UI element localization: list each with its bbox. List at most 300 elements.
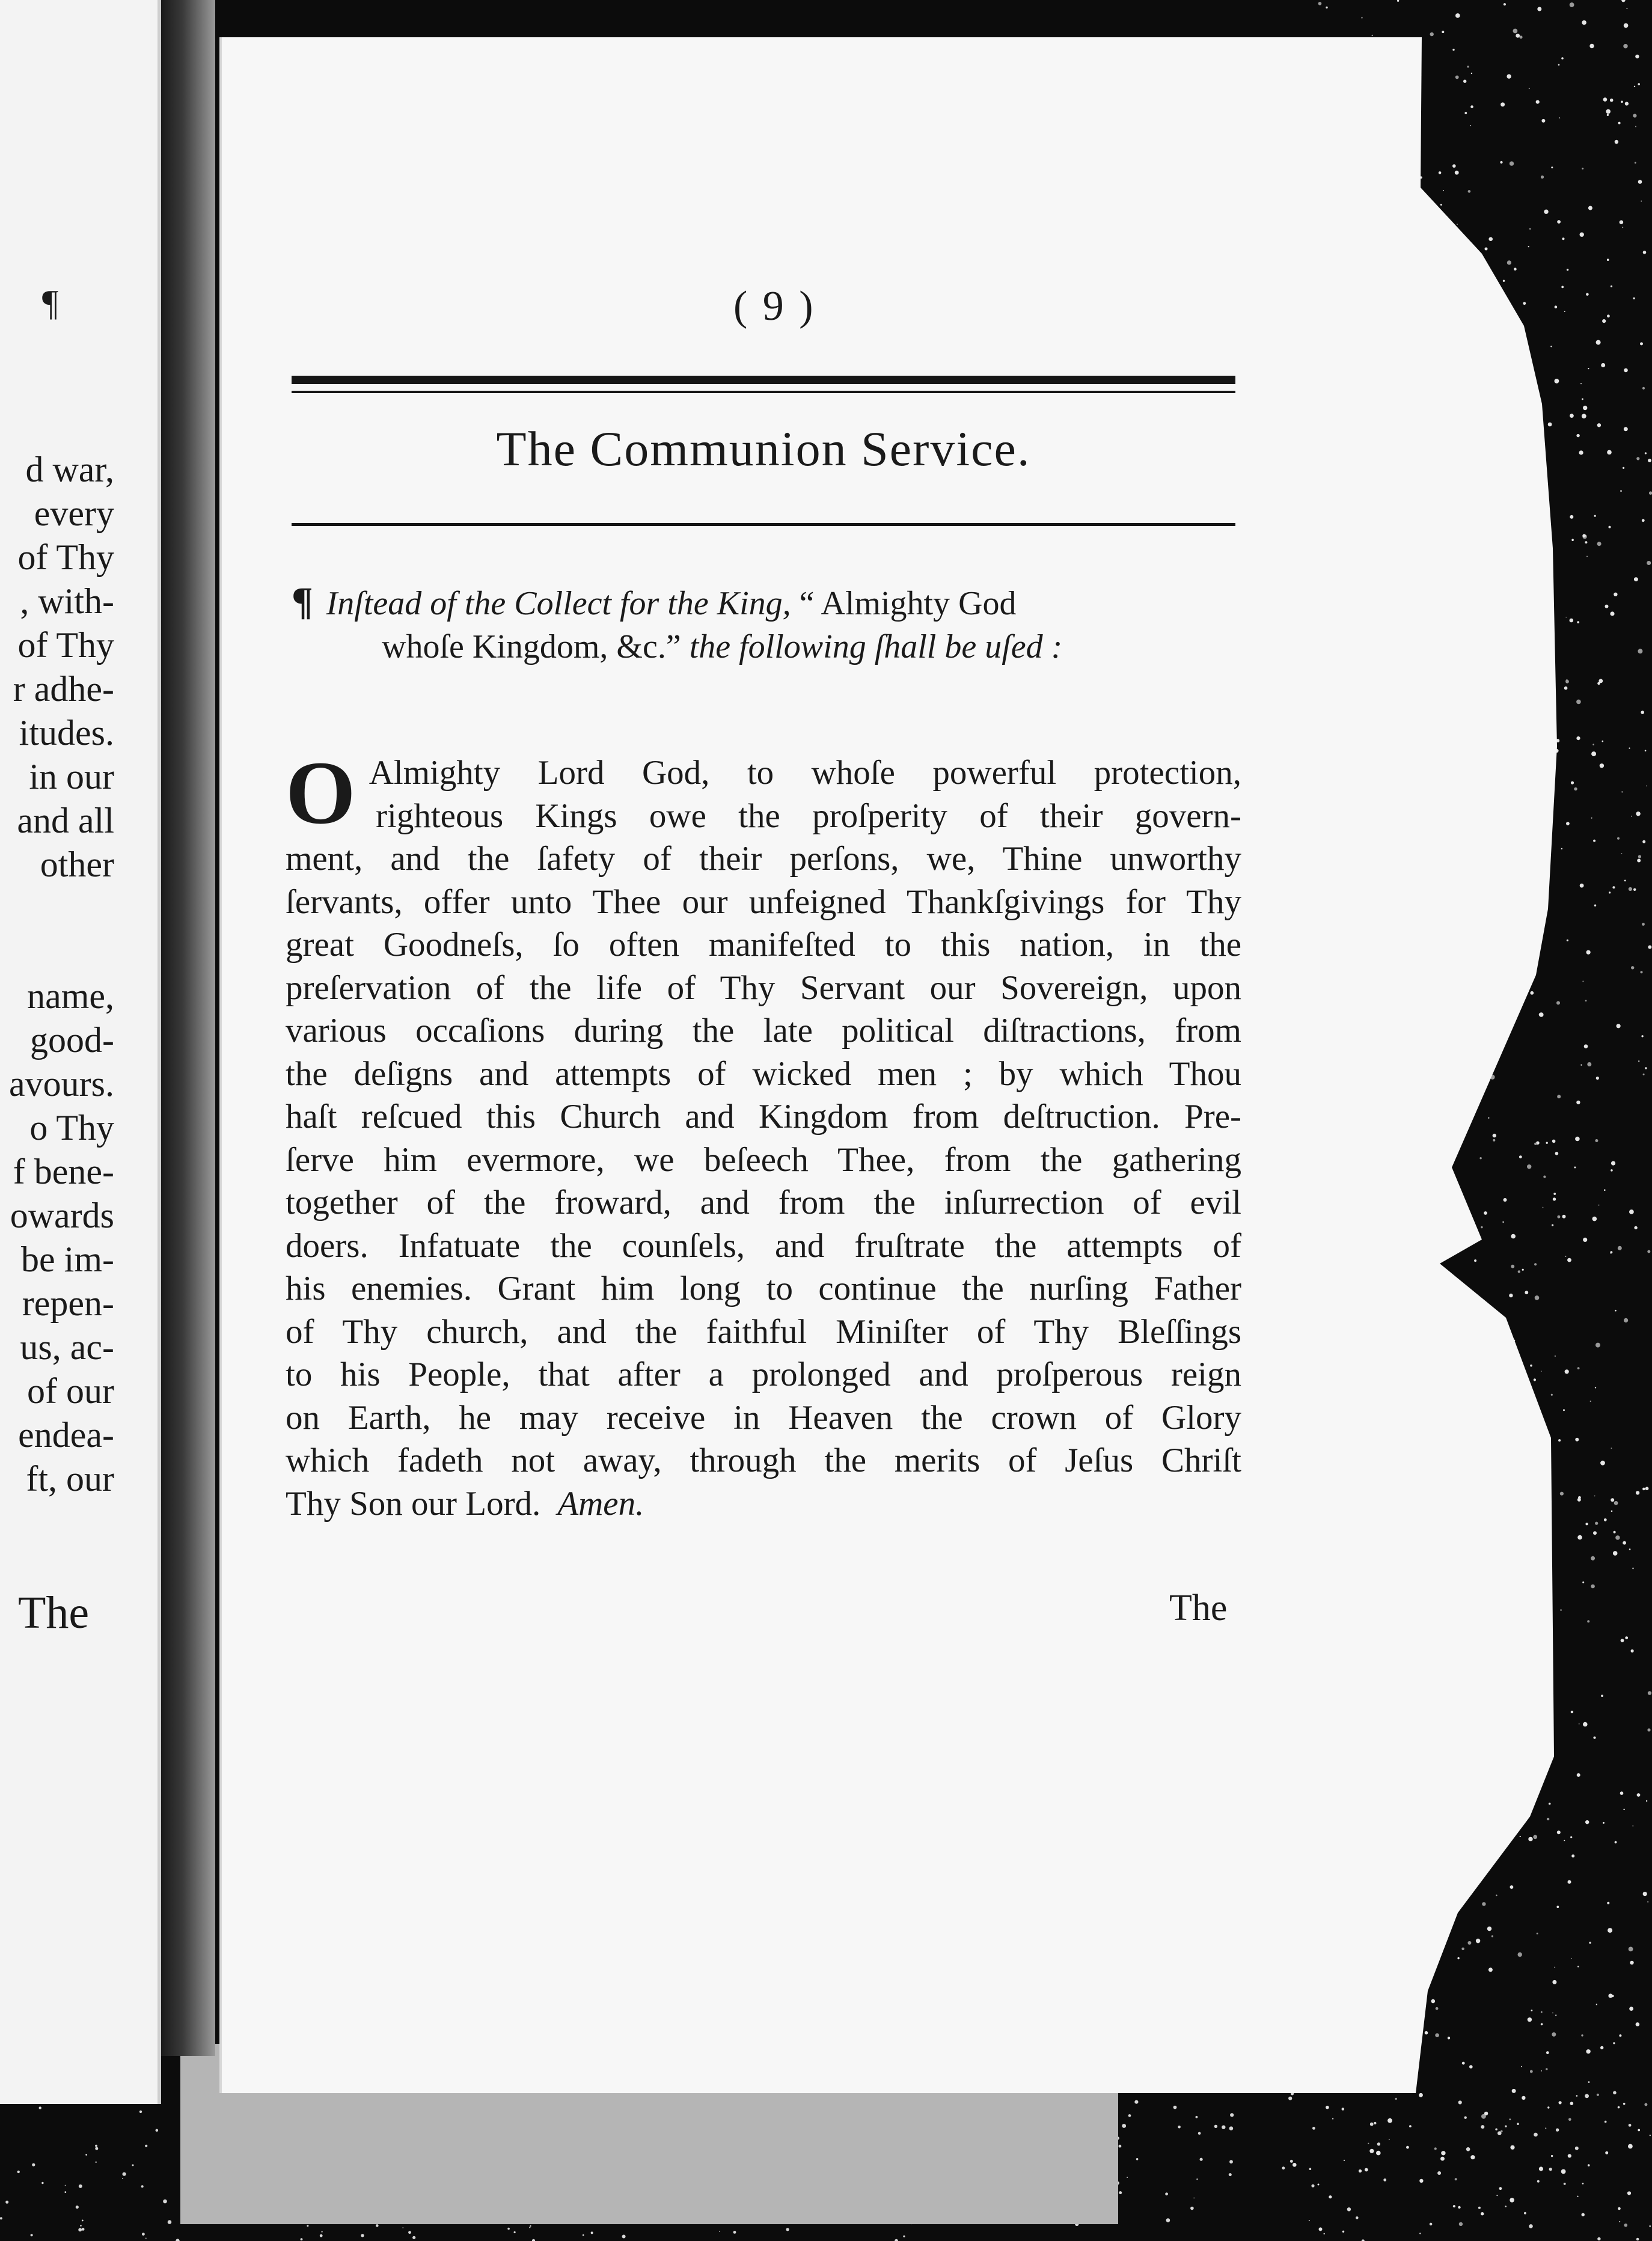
speckle: [1507, 74, 1511, 78]
speckle: [1575, 1438, 1579, 1442]
speckle: [1571, 1958, 1572, 1959]
speckle: [1397, 0, 1399, 2]
speckle: [1387, 2118, 1392, 2123]
speckle: [1435, 2033, 1439, 2037]
speckle: [1621, 0, 1625, 2]
speckle: [1431, 1999, 1436, 2004]
speckle: [1514, 268, 1517, 271]
speckle: [1628, 2144, 1633, 2149]
speckle: [1549, 2168, 1552, 2171]
speckle: [1564, 2183, 1566, 2185]
speckle: [1517, 2123, 1519, 2125]
speckle: [1621, 101, 1623, 103]
speckle: [1537, 1933, 1538, 1934]
speckle: [1588, 368, 1589, 369]
speckle: [1457, 224, 1458, 225]
speckle: [1389, 2139, 1390, 2141]
drop-cap: O: [286, 743, 356, 843]
speckle: [1630, 1961, 1633, 1964]
speckle: [1601, 363, 1605, 367]
speckle: [1607, 114, 1609, 116]
speckle: [1576, 1101, 1580, 1104]
speckle: [163, 2200, 167, 2204]
speckle: [1594, 905, 1596, 906]
speckle: [1634, 1226, 1637, 1229]
speckle: [322, 2231, 323, 2233]
speckle: [1512, 2089, 1516, 2093]
speckle: [1513, 29, 1518, 34]
speckle: [1553, 1193, 1556, 1195]
speckle: [1467, 66, 1469, 67]
speckle: [1551, 167, 1553, 168]
speckle: [1577, 1773, 1580, 1777]
speckle: [529, 2227, 530, 2228]
speckle: [1615, 140, 1618, 144]
speckle: [1419, 2093, 1423, 2097]
speckle: [514, 2231, 516, 2233]
speckle: [1582, 414, 1586, 418]
speckle: [1595, 1139, 1598, 1142]
speckle: [1588, 2081, 1590, 2083]
speckle: [1522, 2096, 1525, 2100]
speckle: [1570, 414, 1574, 418]
speckle: [583, 2234, 584, 2236]
speckle: [1612, 886, 1615, 888]
speckle: [1522, 1269, 1524, 1271]
speckle: [1624, 880, 1626, 882]
speckle: [1430, 2223, 1433, 2226]
speckle: [1645, 750, 1647, 752]
prayer-line: Almighty Lord God, to whoſe powerful protection,: [369, 754, 1241, 792]
speckle: [1624, 23, 1629, 28]
speckle: [156, 2129, 159, 2132]
speckle: [1470, 2155, 1475, 2159]
speckle: [1609, 526, 1611, 528]
left-page-line: and all: [17, 801, 114, 840]
speckle: [1561, 286, 1564, 289]
speckle: [1552, 2013, 1553, 2014]
speckle: [1647, 1901, 1648, 1903]
speckle: [1642, 840, 1645, 843]
speckle: [1555, 379, 1559, 384]
left-page-line: , with-: [20, 581, 114, 621]
speckle: [1564, 311, 1565, 312]
speckle: [1620, 1791, 1624, 1795]
speckle: [82, 2220, 84, 2222]
speckle: [1635, 126, 1636, 127]
speckle: [1622, 227, 1623, 228]
left-page-line: owards: [10, 1196, 114, 1235]
speckle: [1430, 32, 1434, 36]
speckle: [1603, 1822, 1605, 1824]
speckle: [1583, 406, 1587, 410]
speckle: [1582, 534, 1586, 537]
speckle: [1557, 1215, 1560, 1218]
speckle: [1546, 1142, 1548, 1144]
speckle: [1529, 88, 1530, 89]
speckle: [1523, 302, 1526, 305]
speckle: [1587, 1620, 1589, 1622]
speckle: [1419, 2179, 1423, 2183]
speckle: [1588, 2164, 1590, 2166]
speckle: [1604, 1189, 1606, 1191]
speckle: [1577, 1535, 1582, 1540]
speckle: [1618, 2106, 1620, 2109]
speckle: [1631, 966, 1634, 969]
speckle: [1629, 887, 1632, 891]
speckle: [1548, 423, 1552, 427]
speckle: [1579, 1723, 1580, 1725]
speckle: [1611, 1169, 1613, 1172]
speckle: [1607, 450, 1612, 455]
speckle: [1511, 1265, 1514, 1268]
speckle: [1571, 1711, 1573, 1713]
speckle: [1631, 1649, 1634, 1652]
speckle: [1597, 2094, 1599, 2096]
speckle: [65, 2185, 66, 2186]
speckle: [1604, 1518, 1607, 1521]
speckle: [1633, 114, 1636, 117]
speckle: [1436, 2007, 1439, 2010]
speckle: [1559, 2101, 1562, 2104]
speckle: [1504, 1198, 1507, 1202]
left-page-line: other: [40, 845, 114, 884]
speckle: [1585, 1000, 1587, 1001]
speckle: [320, 2234, 323, 2237]
speckle: [1134, 2100, 1138, 2104]
speckle: [1649, 2225, 1651, 2227]
header-rule-thick: [292, 376, 1235, 384]
speckle: [1127, 2177, 1128, 2178]
speckle: [1618, 122, 1621, 124]
speckle: [1463, 80, 1466, 83]
speckle: [1547, 1818, 1549, 1820]
speckle: [1559, 117, 1561, 118]
speckle: [32, 2163, 35, 2166]
speckle: [1565, 617, 1567, 618]
speckle: [1627, 2191, 1631, 2195]
speckle: [1583, 1722, 1588, 1727]
speckle: [1555, 2014, 1556, 2016]
speckle: [1555, 305, 1558, 308]
speckle: [1570, 2102, 1574, 2105]
speckle: [1635, 55, 1639, 58]
speckle: [1530, 991, 1534, 995]
speckle: [1457, 1957, 1459, 1959]
speckle: [1537, 2180, 1540, 2183]
speckle: [1344, 2160, 1345, 2161]
speckle: [1318, 2, 1322, 5]
speckle: [1518, 1270, 1520, 1273]
prayer-line: ſervants, offer unto Thee our unfeigned Thankſgivings for Thy: [286, 882, 1241, 921]
left-page-mark: ¶: [42, 283, 59, 323]
speckle: [1530, 1365, 1532, 1367]
speckle: [1484, 2112, 1488, 2115]
speckle: [1629, 2007, 1633, 2011]
speckle: [1535, 1295, 1540, 1300]
prayer-line: his enemies. Grant him long to continue the nurſing Father: [286, 1270, 1241, 1307]
speckle: [1578, 1496, 1581, 1499]
speckle: [41, 2182, 43, 2184]
speckle: [1647, 561, 1651, 565]
speckle: [1509, 2118, 1511, 2120]
left-page-line: us, ac-: [20, 1327, 114, 1367]
speckle: [1452, 164, 1456, 168]
speckle: [591, 2231, 593, 2234]
speckle: [1409, 2125, 1412, 2127]
speckle: [1623, 467, 1624, 469]
left-page-line: [9, 887, 114, 931]
speckle: [1558, 1439, 1561, 1442]
speckle: [1510, 2198, 1514, 2203]
speckle: [1500, 161, 1502, 164]
speckle: [39, 2106, 41, 2109]
left-page-line: every: [34, 494, 114, 533]
speckle: [1619, 2221, 1620, 2222]
prayer-line: to his People, that after a prolonged and proſperous reign: [286, 1356, 1241, 1393]
speckle: [1593, 1531, 1597, 1535]
speckle: [1511, 1234, 1516, 1239]
speckle: [1588, 206, 1592, 210]
speckle: [1534, 2133, 1538, 2137]
left-page-line: o Thy: [29, 1108, 114, 1148]
speckle: [1198, 2132, 1201, 2135]
speckle: [1591, 1585, 1595, 1589]
speckle: [1552, 2032, 1556, 2037]
speckle: [1543, 1207, 1544, 1208]
speckle: [1585, 541, 1587, 543]
prayer-line: haſt reſcued this Church and Kingdom from deſtruction. Pre-: [286, 1098, 1241, 1136]
speckle: [1505, 2126, 1507, 2127]
speckle: [1443, 190, 1444, 191]
speckle: [1561, 2169, 1566, 2174]
speckle: [1625, 102, 1629, 105]
speckle: [1591, 818, 1592, 819]
speckle: [1592, 1217, 1597, 1221]
speckle: [733, 2231, 736, 2234]
speckle: [1611, 1161, 1615, 1166]
speckle: [1640, 342, 1643, 345]
prayer-line: together of the froward, and from the inſurrection of evil: [286, 1184, 1241, 1221]
speckle: [1579, 450, 1583, 454]
speckle: [1455, 2178, 1457, 2180]
speckle: [1510, 161, 1514, 165]
speckle: [1509, 1294, 1513, 1297]
left-page-line: of our: [27, 1371, 114, 1411]
speckle: [408, 2231, 411, 2234]
speckle: [1136, 2158, 1139, 2160]
speckle: [1562, 1215, 1566, 1218]
speckle: [1582, 168, 1583, 170]
speckle: [1614, 1531, 1616, 1533]
left-page-line: repen-: [22, 1283, 114, 1323]
speckle: [1467, 1941, 1471, 1945]
speckle: [1356, 2216, 1359, 2219]
speckle: [1557, 1095, 1561, 1098]
speckle: [1536, 100, 1540, 104]
speckle: [1570, 1836, 1572, 1838]
speckle: [1586, 950, 1591, 955]
speckle: [1574, 1167, 1576, 1169]
speckle: [1533, 1835, 1537, 1839]
speckle: [1585, 1820, 1589, 1824]
speckle: [1468, 190, 1471, 193]
speckle: [1440, 2157, 1445, 2161]
left-page-line: itudes.: [19, 713, 114, 753]
speckle: [1620, 490, 1622, 492]
speckle: [1377, 2142, 1380, 2145]
title-rule: [292, 523, 1235, 526]
speckle: [1383, 2178, 1386, 2181]
speckle: [1643, 1074, 1645, 1075]
prayer-last-line: [286, 1482, 1241, 1526]
speckle: [1597, 2237, 1600, 2240]
speckle: [1534, 1143, 1537, 1145]
speckle: [1590, 1401, 1591, 1402]
rubric-line2: [292, 625, 1235, 668]
speckle: [1597, 542, 1602, 546]
speckle: [1563, 1409, 1565, 1411]
speckle: [1605, 2121, 1607, 2123]
speckle: [1222, 2126, 1225, 2129]
left-page-line: be im-: [21, 1240, 114, 1279]
rubric-line2-roman: whoſe Kingdom, &c.”: [382, 628, 681, 665]
speckle: [1631, 816, 1632, 817]
speckle: [1638, 649, 1642, 653]
speckle: [1329, 2195, 1332, 2198]
speckle: [1501, 102, 1505, 106]
speckle: [1173, 2106, 1177, 2109]
speckle: [1311, 2184, 1314, 2187]
speckle: [1568, 2118, 1571, 2121]
prayer-line: of Thy church, and the faithful Miniſter of Thy Bleſſings: [286, 1312, 1241, 1351]
speckle: [1642, 519, 1645, 522]
speckle: [1326, 2106, 1329, 2109]
speckle: [31, 2234, 33, 2236]
speckle: [168, 2220, 172, 2224]
speckle: [1553, 1197, 1556, 1200]
speckle: [176, 2239, 179, 2241]
speckle: [145, 2238, 147, 2239]
speckle: [1638, 855, 1641, 858]
speckle: [1309, 2168, 1312, 2170]
speckle: [1534, 1378, 1536, 1381]
speckle: [1230, 2113, 1234, 2117]
speckle: [1312, 2127, 1315, 2130]
speckle: [122, 2178, 123, 2179]
prayer-line: doers. Infatuate the counſels, and fruſtrate the attempts of: [286, 1226, 1241, 1265]
speckle: [1493, 1134, 1496, 1137]
speckle: [1369, 2149, 1374, 2153]
speckle: [1550, 346, 1552, 347]
speckle: [1519, 35, 1522, 38]
speckle: [1504, 3, 1506, 5]
speckle: [1488, 1117, 1489, 1119]
speckle: [1481, 2212, 1484, 2215]
speckle: [1571, 1854, 1574, 1857]
speckle: [1556, 1906, 1559, 1908]
speckle: [1470, 105, 1473, 108]
speckle: [622, 2235, 626, 2239]
speckle: [1591, 751, 1596, 756]
speckle: [1637, 1793, 1641, 1797]
speckle: [64, 2191, 66, 2193]
speckle: [1564, 1840, 1565, 1841]
speckle: [1368, 2143, 1369, 2144]
speckle: [1610, 1252, 1612, 1254]
prayer-line: various occaſions during the late political diſtractions, from: [286, 1012, 1241, 1050]
speckle: [1166, 2218, 1170, 2222]
speckle: [1558, 64, 1560, 66]
speckle: [1587, 1062, 1591, 1066]
speckle: [1611, 1448, 1612, 1449]
speckle: [1600, 763, 1604, 768]
speckle: [132, 2164, 134, 2166]
speckle: [1605, 605, 1609, 608]
speckle: [412, 2236, 415, 2239]
speckle: [1581, 2034, 1583, 2036]
speckle: [1288, 2097, 1292, 2100]
prayer-line: preſervation of the life of Thy Servant our Sovereign, upon: [286, 968, 1241, 1007]
speckle: [1200, 2158, 1203, 2161]
speckle: [1597, 423, 1601, 427]
speckle: [1347, 2207, 1351, 2211]
speckle: [1496, 2195, 1498, 2196]
speckle: [1582, 1582, 1584, 1583]
speckle: [1602, 319, 1606, 323]
speckle: [1464, 112, 1467, 114]
speckle: [1636, 812, 1640, 816]
speckle: [1633, 298, 1635, 299]
speckle: [1529, 228, 1531, 230]
speckle: [1575, 1137, 1580, 1142]
speckle: [1534, 1263, 1537, 1265]
speckle: [1623, 2103, 1626, 2105]
speckle: [1633, 888, 1636, 891]
speckle: [1488, 237, 1493, 241]
speckle: [1613, 1551, 1618, 1556]
speckle: [1229, 2160, 1233, 2163]
speckle: [786, 2228, 789, 2231]
speckle: [1567, 940, 1568, 941]
rubric-instruction: [292, 580, 1235, 668]
speckle: [1646, 1800, 1647, 1802]
speckle: [1453, 2205, 1455, 2207]
speckle: [1178, 2126, 1181, 2129]
speckle: [1593, 1737, 1595, 1739]
speckle: [1122, 2124, 1126, 2128]
speckle: [1488, 1967, 1493, 1972]
speckle: [1440, 204, 1442, 206]
speckle: [1214, 2125, 1217, 2128]
speckle: [1552, 1140, 1556, 1143]
speckle: [1621, 791, 1623, 792]
speckle: [301, 2238, 303, 2240]
speckle: [1519, 1155, 1522, 1158]
speckle: [1641, 971, 1643, 973]
left-page-line: good-: [30, 1020, 114, 1060]
speckle: [95, 2145, 97, 2147]
speckle: [1547, 2106, 1549, 2108]
speckle: [1309, 2220, 1310, 2221]
speckle: [1564, 686, 1568, 690]
speckle: [1541, 119, 1545, 123]
speckle: [1557, 1830, 1561, 1834]
speckle: [1596, 2004, 1597, 2005]
speckle: [1524, 2212, 1526, 2215]
speckle: [1638, 83, 1640, 85]
speckle: [1629, 1947, 1633, 1952]
